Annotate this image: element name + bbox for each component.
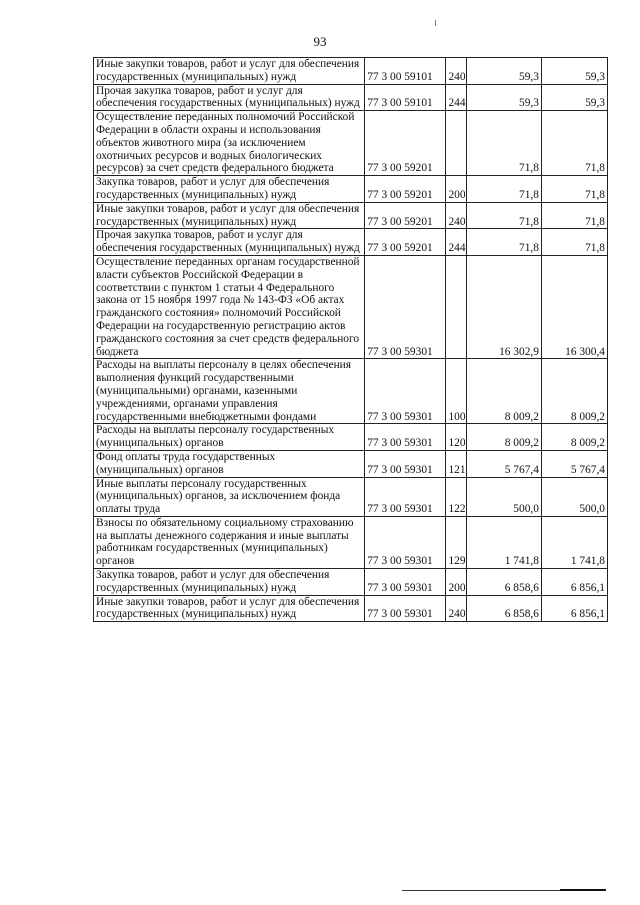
row-expense-type [446, 111, 466, 176]
table-row [94, 84, 608, 111]
table-row [94, 111, 608, 176]
row-code: 77 3 00 59101 [365, 84, 446, 111]
row-expense-type: 121 [446, 450, 466, 477]
table-row [94, 477, 608, 516]
row-value-1: 71,8 [466, 229, 541, 256]
row-name: Прочая закупка товаров, работ и услуг для обеспечения государственных (муниципальных) нужд [94, 229, 365, 256]
row-value-1: 6 858,6 [466, 595, 541, 622]
row-value-1: 16 302,9 [466, 255, 541, 358]
row-value-1: 6 858,6 [466, 569, 541, 596]
row-expense-type: 240 [446, 595, 466, 622]
row-value-1: 71,8 [466, 111, 541, 176]
row-expense-type: 100 [446, 359, 466, 424]
row-name: Иные закупки товаров, работ и услуг для обеспечения государственных (муниципальных) нужд [94, 202, 365, 229]
row-value-2: 1 741,8 [541, 516, 607, 568]
budget-table [93, 57, 608, 622]
row-name: Прочая закупка товаров, работ и услуг для обеспечения государственных (муниципальных) нужд [94, 84, 365, 111]
row-name: Иные закупки товаров, работ и услуг для обеспечения государственных (муниципальных) нужд [94, 58, 365, 85]
row-value-2: 6 856,1 [541, 595, 607, 622]
row-expense-type: 200 [446, 569, 466, 596]
row-value-1: 59,3 [466, 84, 541, 111]
row-value-2: 71,8 [541, 229, 607, 256]
row-name: Закупка товаров, работ и услуг для обеспечения государственных (муниципальных) нужд [94, 569, 365, 596]
footer-rule-accent [560, 889, 606, 891]
row-code: 77 3 00 59301 [365, 359, 446, 424]
row-value-2: 8 009,2 [541, 359, 607, 424]
row-expense-type [446, 255, 466, 358]
row-code: 77 3 00 59201 [365, 111, 446, 176]
row-value-1: 71,8 [466, 176, 541, 203]
row-name: Закупка товаров, работ и услуг для обеспечения государственных (муниципальных) нужд [94, 176, 365, 203]
row-value-1: 5 767,4 [466, 450, 541, 477]
row-value-2: 16 300,4 [541, 255, 607, 358]
row-value-2: 500,0 [541, 477, 607, 516]
row-code: 77 3 00 59301 [365, 424, 446, 451]
row-code: 77 3 00 59201 [365, 229, 446, 256]
page-number: 93 [313, 34, 327, 49]
row-expense-type: 240 [446, 58, 466, 85]
table-row [94, 359, 608, 424]
row-expense-type: 244 [446, 84, 466, 111]
row-value-2: 71,8 [541, 176, 607, 203]
table-row [94, 424, 608, 451]
row-expense-type: 200 [446, 176, 466, 203]
row-value-2: 59,3 [541, 58, 607, 85]
row-code: 77 3 00 59101 [365, 58, 446, 85]
row-value-2: 59,3 [541, 84, 607, 111]
row-code: 77 3 00 59301 [365, 477, 446, 516]
row-value-2: 71,8 [541, 202, 607, 229]
row-name: Расходы на выплаты персоналу в целях обеспечения выполнения функций государственными (муниципальными) органами, казенными учреждениями, органами управления государственными внебюджетными фондами [94, 359, 365, 424]
table-row [94, 595, 608, 622]
budget-table-body [94, 58, 608, 622]
row-name: Взносы по обязательному социальному страхованию на выплаты денежного содержания и иные выплаты работникам государственных (муниципальных) органов [94, 516, 365, 568]
row-value-1: 8 009,2 [466, 424, 541, 451]
row-expense-type: 244 [446, 229, 466, 256]
row-name: Осуществление переданных полномочий Российской Федерации в области охраны и использования объектов животного мира (за исключением охотничьих ресурсов и водных биологических ресурсов) за счет средств федерального бюджета [94, 111, 365, 176]
row-expense-type: 240 [446, 202, 466, 229]
table-row [94, 450, 608, 477]
scan-mark [435, 20, 436, 26]
row-code: 77 3 00 59301 [365, 516, 446, 568]
row-code: 77 3 00 59201 [365, 176, 446, 203]
row-name: Осуществление переданных органам государственной власти субъектов Российской Федерации в соответствии с пунктом 1 статьи 4 Федерального закона от 15 ноября 1997 года № 143-ФЗ «Об актах гражданского состояния» полномочий Российской Федерации на государственную регистрацию актов гражданского состояния за счет средств федерального бюджета [94, 255, 365, 358]
table-row [94, 202, 608, 229]
table-row [94, 569, 608, 596]
row-expense-type: 120 [446, 424, 466, 451]
row-code: 77 3 00 59301 [365, 595, 446, 622]
row-name: Расходы на выплаты персоналу государственных (муниципальных) органов [94, 424, 365, 451]
row-value-1: 71,8 [466, 202, 541, 229]
table-row [94, 176, 608, 203]
table-row [94, 58, 608, 85]
row-value-1: 1 741,8 [466, 516, 541, 568]
row-value-1: 8 009,2 [466, 359, 541, 424]
row-value-2: 6 856,1 [541, 569, 607, 596]
row-code: 77 3 00 59301 [365, 255, 446, 358]
table-row [94, 229, 608, 256]
table-row [94, 255, 608, 358]
row-code: 77 3 00 59301 [365, 450, 446, 477]
row-code: 77 3 00 59301 [365, 569, 446, 596]
table-row [94, 516, 608, 568]
row-name: Фонд оплаты труда государственных (муниципальных) органов [94, 450, 365, 477]
row-name: Иные выплаты персоналу государственных (муниципальных) органов, за исключением фонда оплаты труда [94, 477, 365, 516]
row-value-2: 71,8 [541, 111, 607, 176]
row-code: 77 3 00 59201 [365, 202, 446, 229]
row-name: Иные закупки товаров, работ и услуг для обеспечения государственных (муниципальных) нужд [94, 595, 365, 622]
row-expense-type: 122 [446, 477, 466, 516]
row-expense-type: 129 [446, 516, 466, 568]
row-value-1: 500,0 [466, 477, 541, 516]
row-value-2: 5 767,4 [541, 450, 607, 477]
row-value-2: 8 009,2 [541, 424, 607, 451]
row-value-1: 59,3 [466, 58, 541, 85]
